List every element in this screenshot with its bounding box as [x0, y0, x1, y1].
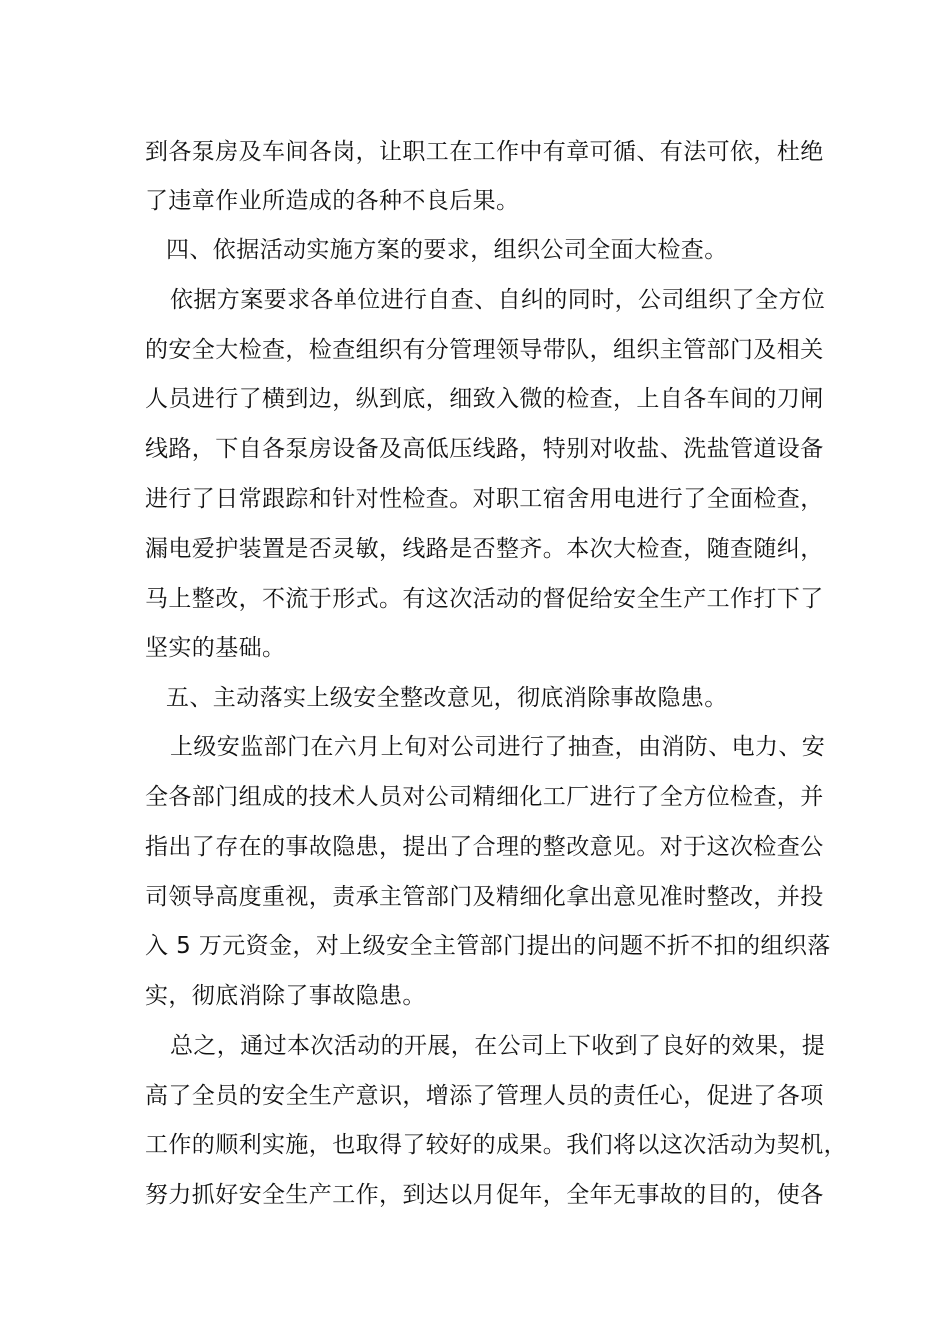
text-line: 到各泵房及车间各岗，让职工在工作中有章可循、有法可依，杜绝 — [145, 139, 824, 165]
text-line: 高了全员的安全生产意识，增添了管理人员的责任心，促进了各项 — [145, 1083, 824, 1109]
text-line: 线路，下自各泵房设备及高低压线路，特别对收盐、洗盐管道设备 — [145, 436, 824, 462]
text-line: 坚实的基础。 — [145, 635, 286, 661]
text-line: 实，彻底消除了事故隐患。 — [145, 983, 426, 1009]
text-line: 了违章作业所造成的各种不良后果。 — [145, 188, 520, 214]
section-heading: 四、依据活动实施方案的要求，组织公司全面大检查。 — [166, 237, 728, 263]
text-line: 全各部门组成的技术人员对公司精细化工厂进行了全方位检查，并 — [145, 784, 824, 810]
text-line: 司领导高度重视，责承主管部门及精细化拿出意见准时整改，并投 — [145, 884, 824, 910]
text-line: 进行了日常跟踪和针对性检查。对职工宿舍用电进行了全面检查， — [145, 486, 824, 512]
text-line: 入 5 万元资金，对上级安全主管部门提出的问题不折不扣的组织落 — [145, 933, 831, 959]
section-heading: 五、主动落实上级安全整改意见，彻底消除事故隐患。 — [166, 685, 728, 711]
text-line: 人员进行了横到边，纵到底，细致入微的检查，上自各车间的刀闸 — [145, 386, 824, 412]
text-line: 漏电爱护装置是否灵敏，线路是否整齐。本次大检查，随查随纠， — [145, 536, 824, 562]
text-line: 指出了存在的事故隐患，提出了合理的整改意见。对于这次检查公 — [145, 834, 824, 860]
text-line: 努力抓好安全生产工作，到达以月促年，全年无事故的目的，使各 — [145, 1182, 824, 1208]
text-line: 工作的顺利实施，也取得了较好的成果。我们将以这次活动为契机， — [145, 1132, 847, 1158]
text-line: 马上整改，不流于形式。有这次活动的督促给安全生产工作打下了 — [145, 586, 824, 612]
text-line: 总之，通过本次活动的开展，在公司上下收到了良好的效果，提 — [170, 1033, 826, 1059]
text-line: 上级安监部门在六月上旬对公司进行了抽查，由消防、电力、安 — [170, 734, 826, 760]
text-line: 的安全大检查，检查组织有分管理领导带队，组织主管部门及相关 — [145, 337, 824, 363]
text-line: 依据方案要求各单位进行自查、自纠的同时，公司组织了全方位 — [170, 287, 826, 313]
